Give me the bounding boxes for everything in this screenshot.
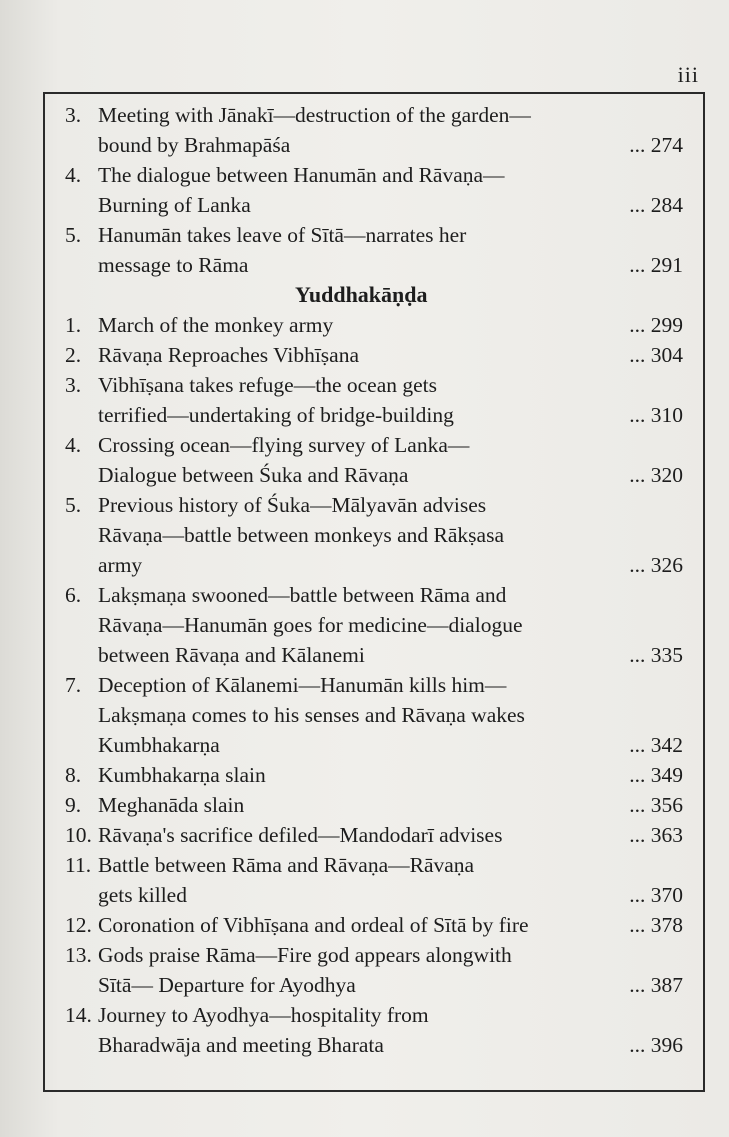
entry-title-line: Crossing ocean—flying survey of Lanka— [98, 433, 470, 457]
section-heading: Yuddhakāṇḍa [295, 282, 428, 307]
entry-indent [65, 460, 98, 490]
entry-page-number: ... 335 [629, 643, 683, 667]
entry-title-line: Vibhīṣana takes refuge—the ocean gets [98, 373, 437, 397]
entry-page-number: ... 370 [629, 883, 683, 907]
entry-number: 4. [65, 163, 82, 187]
entry-title-line: Lakṣmaṇa swooned—battle between Rāma and [98, 583, 507, 607]
entry-title-line: bound by Brahmapāśa [98, 133, 291, 157]
entry-page-number: ... 274 [629, 133, 683, 157]
entry-indent [65, 880, 98, 910]
entry-number: 3. [65, 103, 82, 127]
entry-number: 8. [65, 763, 82, 787]
toc-entry[interactable] [65, 340, 683, 370]
entry-title-line: Kumbhakarṇa [98, 733, 220, 757]
entry-title-line: Rāvaṇa's sacrifice defiled—Mandodarī advises [98, 823, 503, 847]
entry-number: 6. [65, 583, 82, 607]
entry-title-line: message to Rāma [98, 253, 249, 277]
entry-indent [65, 1030, 98, 1060]
entry-page-number: ... 342 [629, 733, 683, 757]
toc-entry[interactable] [65, 100, 683, 160]
toc-entry[interactable] [65, 760, 683, 790]
entry-indent [65, 550, 98, 580]
entry-title-line: Rāvaṇa—battle between monkeys and Rākṣasa [98, 523, 504, 547]
entry-page-number: ... 284 [629, 193, 683, 217]
entry-title-line: March of the monkey army [98, 313, 334, 337]
entry-title-line: Previous history of Śuka—Mālyavān advises [98, 493, 487, 517]
toc-entry[interactable] [65, 910, 683, 940]
entry-number: 4. [65, 433, 82, 457]
toc-entry[interactable] [65, 430, 683, 490]
entry-title-line: Journey to Ayodhya—hospitality from [98, 1003, 429, 1027]
toc-entry[interactable] [65, 670, 683, 760]
entry-page-number: ... 320 [629, 463, 683, 487]
entry-number: 13. [65, 943, 92, 967]
toc-entry[interactable] [65, 820, 683, 850]
entry-indent [65, 130, 98, 160]
entry-indent [65, 250, 98, 280]
entry-title-line: Deception of Kālanemi—Hanumān kills him— [98, 673, 507, 697]
toc-entry[interactable] [65, 940, 683, 1000]
entry-page-number: ... 363 [629, 823, 683, 847]
entry-page-number: ... 396 [629, 1033, 683, 1057]
toc-entry[interactable] [65, 1000, 683, 1060]
entry-number: 1. [65, 313, 82, 337]
table-of-contents [65, 100, 683, 1060]
entry-title-line: Coronation of Vibhīṣana and ordeal of Sītā by fire [98, 913, 529, 937]
entry-title-line: Lakṣmaṇa comes to his senses and Rāvaṇa wakes [98, 703, 525, 727]
entry-title-line: Burning of Lanka [98, 193, 251, 217]
entry-title-line: army [98, 553, 143, 577]
entry-title-line: gets killed [98, 883, 187, 907]
entry-number: 3. [65, 373, 82, 397]
entry-title-line: Meghanāda slain [98, 793, 245, 817]
entry-number: 2. [65, 343, 82, 367]
entry-number: 11. [65, 853, 92, 877]
entry-indent [65, 610, 98, 640]
entry-number: 7. [65, 673, 82, 697]
entry-page-number: ... 299 [629, 313, 683, 337]
entry-page-number: ... 378 [629, 913, 683, 937]
entry-page-number: ... 310 [629, 403, 683, 427]
toc-entry[interactable] [65, 580, 683, 670]
entry-number: 9. [65, 793, 82, 817]
entry-indent [65, 640, 98, 670]
entry-page-number: ... 349 [629, 763, 683, 787]
entry-title-line: Hanumān takes leave of Sītā—narrates her [98, 223, 467, 247]
entry-page-number: ... 326 [629, 553, 683, 577]
toc-entry[interactable] [65, 370, 683, 430]
entry-title-line: Sītā— Departure for Ayodhya [98, 973, 356, 997]
entry-indent [65, 520, 98, 550]
toc-entry[interactable] [65, 790, 683, 820]
toc-entry[interactable] [65, 310, 683, 340]
entry-title-line: Bharadwāja and meeting Bharata [98, 1033, 384, 1057]
entry-title-line: Kumbhakarṇa slain [98, 763, 266, 787]
entry-page-number: ... 291 [629, 253, 683, 277]
entry-indent [65, 700, 98, 730]
entry-page-number: ... 387 [629, 973, 683, 997]
entry-title-line: Battle between Rāma and Rāvaṇa—Rāvaṇa [98, 853, 475, 877]
entry-number: 10. [65, 823, 92, 847]
toc-entry[interactable] [65, 220, 683, 280]
entry-number: 14. [65, 1003, 92, 1027]
entry-number: 5. [65, 223, 82, 247]
entry-title-line: Meeting with Jānakī—destruction of the garden— [98, 103, 531, 127]
toc-entry[interactable] [65, 160, 683, 220]
entry-page-number: ... 356 [629, 793, 683, 817]
entry-number: 5. [65, 493, 82, 517]
entry-indent [65, 400, 98, 430]
entry-title-line: between Rāvaṇa and Kālanemi [98, 643, 365, 667]
page-number: iii [677, 62, 699, 87]
entry-indent [65, 730, 98, 760]
entry-title-line: Dialogue between Śuka and Rāvaṇa [98, 463, 409, 487]
toc-entry[interactable] [65, 850, 683, 910]
toc-entry[interactable] [65, 490, 683, 580]
entry-title-line: Gods praise Rāma—Fire god appears alongwith [98, 943, 512, 967]
entry-title-line: terrified—undertaking of bridge-building [98, 403, 454, 427]
entry-title-line: Rāvaṇa—Hanumān goes for medicine—dialogue [98, 613, 523, 637]
entry-title-line: The dialogue between Hanumān and Rāvaṇa— [98, 163, 505, 187]
entry-title-line: Rāvaṇa Reproaches Vibhīṣana [98, 343, 360, 367]
entry-indent [65, 970, 98, 1000]
entry-number: 12. [65, 913, 92, 937]
entry-page-number: ... 304 [629, 343, 683, 367]
entry-indent [65, 190, 98, 220]
